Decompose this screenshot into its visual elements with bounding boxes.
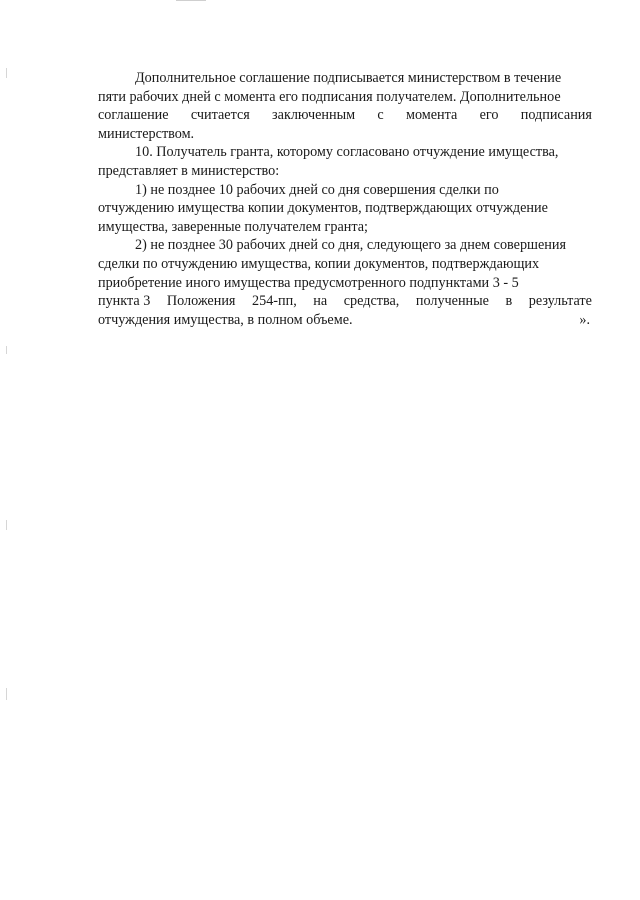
scan-artifact (6, 68, 7, 78)
word: момента (405, 107, 458, 124)
text-line-justified (98, 292, 592, 311)
text-line (98, 162, 592, 181)
text-line (98, 125, 592, 144)
word: средства, (343, 293, 400, 310)
word: Положения (166, 293, 236, 310)
word: пункта 3 (98, 293, 151, 310)
list-item-2 (98, 236, 592, 329)
word: полученные (415, 293, 489, 310)
text-fragment: отчуждения имущества, в полном объеме. (98, 311, 353, 328)
scan-artifact (6, 688, 7, 700)
word: результате (528, 293, 592, 310)
text-fragment: министерством. (98, 125, 195, 142)
text-fragment: 1) не позднее 10 рабочих дней со дня совершения сделки по (135, 181, 499, 198)
text-line-justified (98, 106, 592, 125)
text-fragment: Дополнительное соглашение подписывается министерством в течение (135, 70, 562, 86)
word: в (505, 293, 513, 310)
scan-artifact (6, 346, 7, 354)
text-fragment: приобретение иного имущества предусмотренного подпунктами 3 - 5 (98, 274, 519, 291)
closing-quote: ». (579, 311, 590, 328)
scan-artifact (176, 0, 206, 1)
text-line (98, 143, 592, 162)
text-fragment: отчуждению имущества копии документов, подтверждающих отчуждение (98, 200, 548, 217)
paragraph-additional-agreement (98, 69, 592, 143)
text-line (98, 181, 592, 200)
text-line (98, 69, 592, 88)
text-fragment: сделки по отчуждению имущества, копии документов, подтверждающих (98, 255, 540, 272)
text-fragment: имущества, заверенные получателем гранта; (98, 218, 368, 235)
word: 254-пп, (252, 293, 297, 310)
document-body (98, 69, 592, 329)
word: считается (190, 107, 250, 124)
text-fragment: представляет в министерство: (98, 162, 280, 179)
word: подписания (520, 107, 592, 124)
text-line (98, 218, 592, 237)
text-fragment: пяти рабочих дней с момента его подписания получателем. Дополнительное (98, 88, 561, 105)
word: с (377, 107, 384, 124)
list-item-1 (98, 181, 592, 237)
word: его (479, 107, 499, 124)
text-fragment: 2) не позднее 30 рабочих дней со дня, следующего за днем совершения (135, 237, 566, 254)
text-line (98, 199, 592, 218)
text-line (98, 255, 592, 274)
text-fragment: 10. Получатель гранта, которому согласовано отчуждение имущества, (135, 144, 559, 161)
word: заключенным (272, 107, 356, 124)
paragraph-10 (98, 143, 592, 180)
text-line (98, 88, 592, 107)
scan-artifact (6, 520, 7, 530)
word: соглашение (98, 107, 169, 124)
text-line (98, 236, 592, 255)
text-line (98, 274, 592, 293)
text-line-final (98, 311, 592, 330)
word: на (313, 293, 328, 310)
